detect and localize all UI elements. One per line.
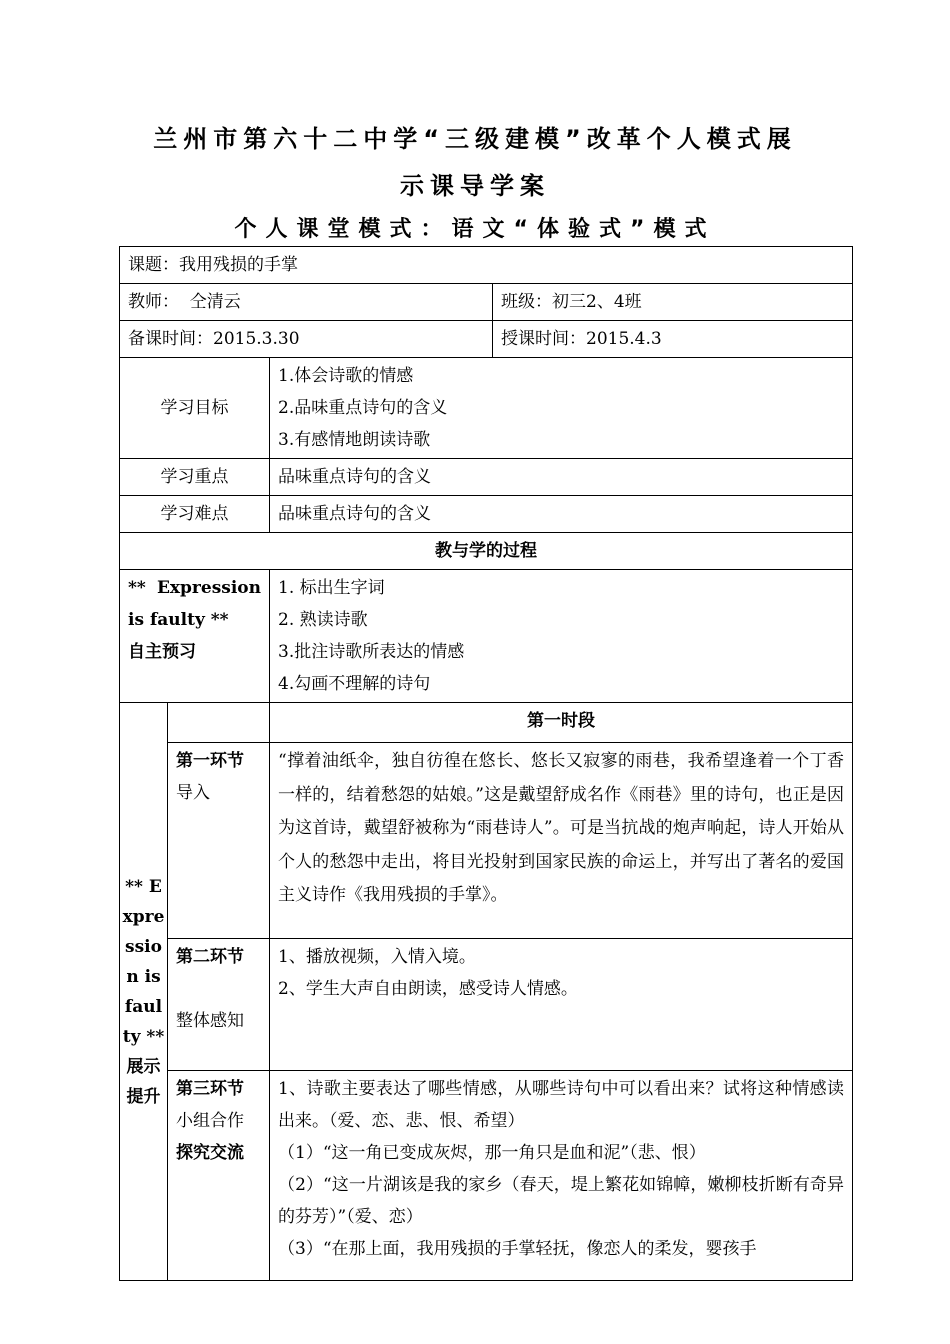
period-blank-cell — [168, 703, 270, 743]
teach-time-cell: 授课时间：2015.4.3 — [493, 321, 853, 358]
stage1-content — [270, 743, 853, 939]
stage3-subtitle: 小组合作 — [176, 1111, 244, 1131]
stage2-item: 2、学生大声自由朗读，感受诗人情感。 — [278, 979, 578, 999]
preview-item: 2. 熟读诗歌 — [278, 610, 368, 630]
difficulty-value: 品味重点诗句的含义 — [270, 496, 853, 533]
stage2-item: 1、播放视频，入情入境。 — [278, 947, 476, 967]
stage3-subtitle2: 探究交流 — [176, 1143, 244, 1163]
preview-item: 3.批注诗歌所表达的情感 — [278, 642, 465, 662]
goals-label: 学习目标 — [120, 358, 270, 459]
session-side-label-text: 展示提升 — [126, 1056, 161, 1107]
preview-label — [120, 570, 270, 703]
goal-item: 1.体会诗歌的情感 — [278, 366, 414, 386]
session-side-label — [120, 703, 168, 1281]
stage2-label — [168, 939, 270, 1071]
doc-title-line1: 兰州市第六十二中学“三级建模”改革个人模式展 — [153, 125, 797, 153]
preview-label-error: ** Expression is faulty ** — [128, 578, 261, 630]
preview-item: 1. 标出生字词 — [278, 578, 385, 598]
goal-item: 2.品味重点诗句的含义 — [278, 398, 448, 418]
session-side-label-error: ** Expression is faulty ** — [122, 876, 165, 1047]
preview-label-text: 自主预习 — [128, 642, 196, 662]
stage1-subtitle: 导入 — [176, 783, 210, 803]
doc-title-line2: 示课导学案 — [400, 172, 550, 200]
stage2-title: 第二环节 — [176, 947, 244, 967]
stage1-title: 第一环节 — [176, 751, 244, 771]
stage3-item: （3）“在那上面，我用残损的手掌轻抚，像恋人的柔发，婴孩手 — [278, 1239, 757, 1259]
stage1-label — [168, 743, 270, 939]
stage1-paragraph: “撑着油纸伞，独自彷徨在悠长、悠长又寂寥的雨巷，我希望逢着一个丁香一样的，结着愁怨的姑娘。”这是戴望舒成名作《雨巷》里的诗句，也正是因为这首诗，戴望舒被称为“雨巷诗人”。可是当抗战的炮声响起，诗人开始从个人的愁怨中走出，将目光投射到国家民族的命运上，并写出了著名的爱国主义诗作《我用残损的手掌》。 — [278, 751, 844, 905]
lesson-plan-table — [119, 246, 853, 1281]
goal-item: 3.有感情地朗读诗歌 — [278, 430, 431, 450]
difficulty-label: 学习难点 — [120, 496, 270, 533]
process-header: 教与学的过程 — [120, 533, 853, 570]
topic-cell: 课题：我用残损的手掌 — [120, 247, 853, 284]
stage3-content — [270, 1071, 853, 1281]
goals-list — [270, 358, 853, 459]
stage2-subtitle: 整体感知 — [176, 1011, 244, 1031]
stage3-label — [168, 1071, 270, 1281]
stage2-content — [270, 939, 853, 1071]
class-cell: 班级：初三2、4班 — [493, 284, 853, 321]
prep-time-cell: 备课时间：2015.3.30 — [120, 321, 493, 358]
stage3-item: 1、诗歌主要表达了哪些情感，从哪些诗句中可以看出来？试将这种情感读出来。（爱、恋、悲、恨、希望） — [278, 1079, 844, 1131]
key-point-value: 品味重点诗句的含义 — [270, 459, 853, 496]
period-title: 第一时段 — [270, 703, 853, 743]
teacher-cell: 教师： 仝清云 — [120, 284, 493, 321]
preview-item: 4.勾画不理解的诗句 — [278, 674, 431, 694]
doc-subtitle: 个人课堂模式：语文“体验式”模式 — [234, 217, 716, 242]
stage3-title: 第三环节 — [176, 1079, 244, 1099]
stage3-item: （2）“这一片湖该是我的家乡（春天，堤上繁花如锦幛，嫩柳枝折断有奇异的芬芳）”（爱、恋） — [278, 1175, 844, 1227]
key-point-label: 学习重点 — [120, 459, 270, 496]
preview-list — [270, 570, 853, 703]
stage3-item: （1）“这一角已变成灰烬，那一角只是血和泥”（悲、恨） — [278, 1143, 706, 1163]
